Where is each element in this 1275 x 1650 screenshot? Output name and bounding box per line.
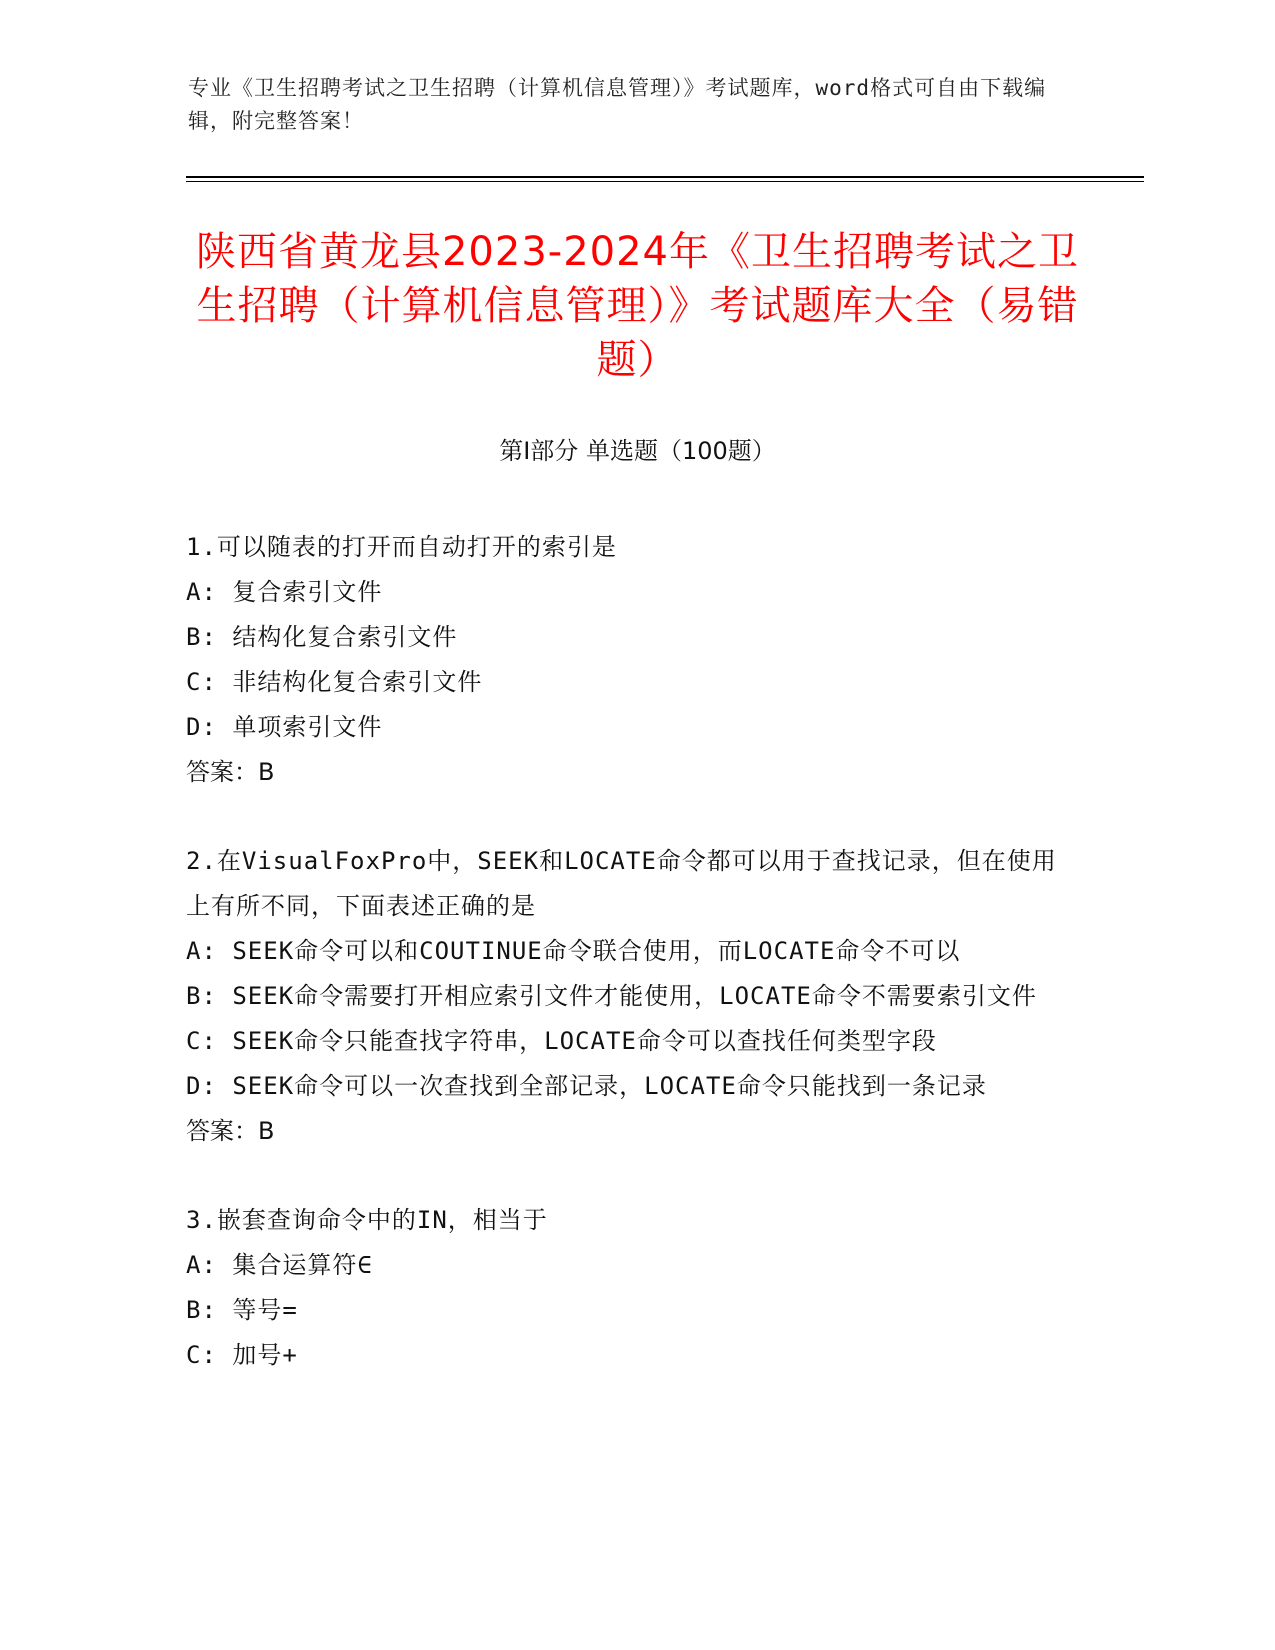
- question-stem: 3.嵌套查询命令中的IN，相当于: [186, 1206, 548, 1234]
- question-list: [186, 525, 1066, 1422]
- question-option-c: C: 加号+: [186, 1341, 298, 1369]
- question-option-c: C: SEEK命令只能查找字符串，LOCATE命令可以查找任何类型字段: [186, 1027, 937, 1055]
- question-stem: 1.可以随表的打开而自动打开的索引是: [186, 533, 617, 561]
- question-option-d: D: 单项索引文件: [186, 713, 383, 741]
- question-3: [186, 1198, 1066, 1378]
- question-2: [186, 839, 1066, 1154]
- question-option-a: A: SEEK命令可以和COUTINUE命令联合使用，而LOCATE命令不可以: [186, 937, 961, 965]
- question-option-a: A: 复合索引文件: [186, 578, 383, 606]
- header-rule-thick: [186, 176, 1144, 178]
- question-option-b: B: 结构化复合索引文件: [186, 623, 458, 651]
- question-1: [186, 525, 1066, 795]
- question-option-a: A: 集合运算符∈: [186, 1251, 373, 1279]
- question-option-d: D: SEEK命令可以一次查找到全部记录，LOCATE命令只能找到一条记录: [186, 1072, 987, 1100]
- question-option-b: B: SEEK命令需要打开相应索引文件才能使用，LOCATE命令不需要索引文件: [186, 982, 1037, 1010]
- question-option-c: C: 非结构化复合索引文件: [186, 668, 483, 696]
- header-note: 专业《卫生招聘考试之卫生招聘（计算机信息管理）》考试题库，word格式可自由下载编辑，附完整答案！: [188, 76, 1047, 133]
- header-rule-thin: [186, 181, 1144, 182]
- question-stem: 2.在VisualFoxPro中，SEEK和LOCATE命令都可以用于查找记录，但在使用上有所不同，下面表述正确的是: [186, 847, 1057, 920]
- question-option-b: B: 等号=: [186, 1296, 298, 1324]
- question-answer: 答案：B: [186, 1117, 275, 1145]
- document-title: 陕西省黄龙县2023-2024年《卫生招聘考试之卫生招聘（计算机信息管理）》考试题库大全（易错题）: [195, 229, 1080, 383]
- question-answer: 答案：B: [186, 758, 275, 786]
- section-title: 第I部分 单选题（100题）: [499, 437, 776, 465]
